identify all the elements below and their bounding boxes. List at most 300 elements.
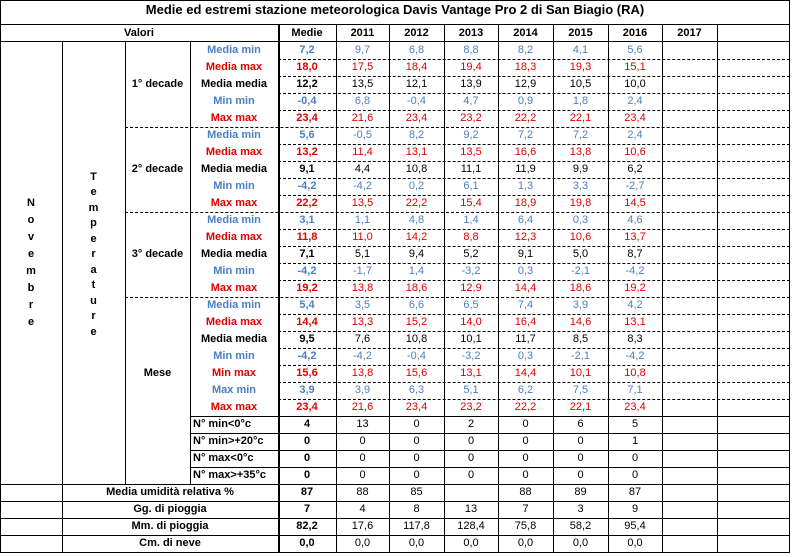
row-label: Max min (211, 384, 256, 396)
bottom-value: 0,0 (354, 537, 371, 549)
row-value: 4,6 (627, 214, 643, 226)
row-value: -0,4 (407, 95, 426, 107)
count-value (662, 433, 717, 450)
row-value: 8,3 (627, 333, 643, 345)
row-value (662, 93, 717, 110)
row-value: 6,8 (408, 44, 425, 56)
row-value: 22,2 (405, 197, 428, 209)
row-label: Media media (200, 248, 268, 260)
count-value: 0 (577, 435, 584, 447)
row-value: -0,5 (353, 129, 372, 141)
row-value: -4,2 (625, 265, 645, 277)
row-value: 23,4 (624, 401, 646, 413)
row-value (662, 382, 717, 399)
row-label: Min min (213, 180, 255, 192)
grid-hline (278, 246, 790, 247)
count-media: 4 (303, 418, 311, 430)
row-value (662, 127, 717, 144)
row-media: 12,2 (296, 78, 318, 90)
month-letter: e (27, 248, 35, 260)
month-letter: v (27, 231, 35, 243)
row-label: Min max (211, 367, 256, 379)
bottom-value (662, 535, 717, 552)
row-value: 10,1 (569, 367, 592, 379)
row-value: 8,2 (517, 44, 534, 56)
year-header: 2017 (677, 27, 702, 39)
row-media: 3,1 (299, 214, 315, 226)
row-value: 13,5 (351, 197, 374, 209)
row-value: -2,1 (571, 265, 590, 277)
grid-hline (278, 229, 790, 230)
row-value: 6,8 (354, 95, 371, 107)
grid-hline (278, 110, 790, 111)
count-value: 0 (577, 452, 584, 464)
bottom-value: 17,6 (351, 520, 374, 532)
grid-hline (278, 76, 790, 77)
grid-hline (278, 382, 790, 383)
row-value: 22,1 (569, 401, 592, 413)
grid-hline (190, 450, 790, 451)
row-value: 10,8 (624, 367, 646, 379)
row-value: 6,5 (463, 299, 479, 311)
row-value: 12,3 (514, 231, 537, 243)
grid-hline (278, 399, 790, 400)
row-value: 15,2 (405, 316, 428, 328)
grid-hline (0, 24, 790, 25)
grid-hline (0, 0, 790, 1)
grid-vline (498, 24, 499, 552)
row-value: 15,1 (624, 61, 646, 73)
month-letter: o (27, 214, 35, 226)
row-label: Media media (200, 78, 268, 90)
row-value: 7,1 (627, 384, 643, 396)
row-label: Min min (213, 265, 255, 277)
bottom-media: 0,0 (299, 537, 315, 549)
row-value: 9,7 (354, 44, 371, 56)
temperature-letter: a (90, 263, 97, 276)
bottom-value: 58,2 (569, 520, 592, 532)
count-value: 0 (631, 469, 639, 481)
count-value: 0 (359, 452, 366, 464)
row-value: -4,2 (353, 180, 372, 192)
temperature-label (62, 170, 125, 357)
grid-hline (278, 161, 790, 162)
row-value: 19,2 (624, 282, 646, 294)
row-value: 14,0 (460, 316, 482, 328)
row-value: 0,2 (408, 180, 425, 192)
row-value: 4,7 (463, 95, 479, 107)
grid-vline (62, 41, 63, 552)
year-header: 2013 (458, 27, 484, 39)
row-value: 0,3 (572, 214, 589, 226)
count-value: 0 (467, 435, 475, 447)
row-value: 4,4 (354, 163, 371, 175)
temperature-letter: t (91, 279, 96, 291)
row-value: 2,4 (627, 129, 643, 141)
row-value: 1,4 (408, 265, 425, 277)
bottom-value: 7 (522, 503, 529, 515)
grid-hline (278, 348, 790, 349)
row-value: 9,1 (517, 248, 534, 260)
count-value: 6 (577, 418, 584, 430)
row-media: 19,2 (296, 282, 318, 294)
row-value: -4,2 (625, 350, 645, 362)
header-valori: Valori (124, 27, 154, 39)
count-value: 0 (359, 435, 366, 447)
bottom-value: 88 (519, 486, 532, 498)
row-value: 6,2 (627, 163, 643, 175)
row-value: 18,3 (514, 61, 537, 73)
bottom-value (444, 484, 498, 501)
row-value: 13,8 (351, 282, 374, 294)
row-value (662, 246, 717, 263)
row-value: 22,2 (514, 401, 537, 413)
row-value: 10,8 (405, 333, 428, 345)
row-value: 12,1 (405, 78, 428, 90)
grid-vline (553, 24, 554, 552)
row-value: -0,4 (407, 350, 426, 362)
count-label: N° min>+20°c (193, 435, 264, 447)
row-value: 5,0 (572, 248, 589, 260)
row-label: Media max (205, 61, 263, 73)
grid-hline (0, 535, 790, 536)
grid-hline (278, 93, 790, 94)
row-value: 8,5 (572, 333, 589, 345)
row-value: -2,1 (571, 350, 590, 362)
row-value: 23,4 (624, 112, 646, 124)
month-letter: b (27, 282, 35, 294)
row-value: 9,9 (572, 163, 589, 175)
row-value: 12,9 (460, 282, 482, 294)
row-value: 10,5 (569, 78, 592, 90)
row-value: -2,7 (625, 180, 645, 192)
row-value: 16,6 (514, 146, 537, 158)
row-value: 12,9 (514, 78, 537, 90)
bottom-value: 3 (577, 503, 584, 515)
temperature-letter: T (90, 170, 97, 183)
grid-vline (125, 41, 126, 484)
row-media: 11,8 (296, 231, 318, 243)
row-media: -4,2 (297, 350, 317, 362)
header-medie: Medie (291, 27, 323, 39)
temperature-letter: p (90, 217, 97, 229)
row-value: 3,3 (572, 180, 589, 192)
row-media: 5,4 (299, 299, 315, 311)
temperature-letter: e (90, 232, 97, 245)
row-value: 10,8 (405, 163, 428, 175)
bottom-value: 0,0 (463, 537, 479, 549)
row-value: 13,8 (351, 367, 374, 379)
count-value: 0 (413, 418, 420, 430)
row-media: 23,4 (296, 401, 318, 413)
row-value: 3,9 (572, 299, 589, 311)
grid-hline (0, 552, 790, 553)
row-value: 1,4 (463, 214, 479, 226)
row-value: 7,5 (572, 384, 589, 396)
row-media: 23,4 (296, 112, 318, 124)
bottom-value: 88 (356, 486, 369, 498)
count-value: 5 (631, 418, 639, 430)
row-value: 13,5 (460, 146, 482, 158)
count-label: N° max>+35°c (193, 469, 267, 481)
grid-vline (444, 24, 445, 552)
bottom-value: 0,0 (517, 537, 534, 549)
bottom-media: 7 (303, 503, 311, 515)
row-value: 18,9 (514, 197, 537, 209)
row-media: 14,4 (296, 316, 318, 328)
row-media: 9,5 (299, 333, 315, 345)
bottom-value: 87 (628, 486, 642, 498)
row-media: -0,4 (297, 95, 317, 107)
row-value: 4,8 (408, 214, 425, 226)
row-value: 14,4 (514, 282, 537, 294)
grid-hline (278, 59, 790, 60)
row-value: 14,6 (569, 316, 592, 328)
row-value: 14,5 (624, 197, 646, 209)
count-label: N° max<0°c (193, 452, 254, 464)
row-value: 9,4 (408, 248, 425, 260)
row-value: 13,5 (351, 78, 374, 90)
count-value: 0 (413, 435, 420, 447)
row-value: 11,7 (515, 333, 536, 345)
row-value (662, 229, 717, 246)
count-value (662, 416, 717, 433)
row-media: 13,2 (296, 146, 318, 158)
row-value: 14,2 (405, 231, 428, 243)
count-media: 0 (303, 452, 311, 464)
row-value: 5,1 (354, 248, 371, 260)
bottom-value: 89 (574, 486, 587, 498)
grid-hline (0, 518, 790, 519)
year-header: 2011 (350, 27, 375, 39)
row-value: 22,2 (514, 112, 537, 124)
mese-label: Mese (143, 367, 172, 379)
bottom-value: 75,8 (514, 520, 537, 532)
month-letter: r (28, 299, 34, 311)
row-value (662, 144, 717, 161)
row-value (662, 212, 717, 229)
row-label: Media media (200, 163, 268, 175)
row-value: 7,2 (517, 129, 534, 141)
row-media: 5,6 (299, 129, 315, 141)
decade-label: 2° decade (131, 163, 184, 175)
row-label: Media min (207, 129, 261, 141)
count-value: 0 (467, 452, 475, 464)
row-value: 11,9 (515, 163, 536, 175)
row-value: 1,3 (517, 180, 534, 192)
grid-hline (0, 484, 790, 485)
bottom-media: 82,2 (296, 520, 318, 532)
row-media: 15,6 (296, 367, 318, 379)
grid-vline (0, 0, 1, 552)
row-value: 10,1 (460, 333, 482, 345)
count-value: 0 (413, 452, 420, 464)
count-value: 0 (359, 469, 366, 481)
row-value: 7,2 (572, 129, 589, 141)
row-value (662, 178, 717, 195)
row-value (662, 348, 717, 365)
row-value: 18,6 (569, 282, 592, 294)
year-header: 2015 (568, 27, 593, 39)
row-value: 13,9 (460, 78, 482, 90)
grid-hline (0, 501, 790, 502)
bottom-value: 0,0 (408, 537, 425, 549)
grid-hline (278, 195, 790, 196)
year-header: 2012 (404, 27, 429, 39)
row-value: 2,4 (627, 95, 643, 107)
temperature-letter: r (91, 310, 96, 322)
row-value: 16,4 (514, 316, 537, 328)
row-value: 7,4 (517, 299, 534, 311)
row-value: 8,8 (463, 44, 479, 56)
row-value: 11,1 (460, 163, 482, 175)
row-value: 8,2 (408, 129, 425, 141)
row-value: 3,5 (354, 299, 371, 311)
row-value: 1,8 (572, 95, 589, 107)
row-value: 11,0 (352, 231, 373, 243)
row-media: 18,0 (296, 61, 318, 73)
bottom-label: Cm. di neve (139, 537, 201, 549)
row-value: 13,1 (460, 367, 482, 379)
row-value: 17,5 (351, 61, 374, 73)
row-value: 4,2 (627, 299, 643, 311)
row-media: -4,2 (297, 265, 317, 277)
temperature-letter: e (90, 325, 97, 338)
row-value (662, 399, 717, 416)
bottom-value: 8 (413, 503, 420, 515)
row-value: 7,6 (354, 333, 371, 345)
bottom-value: 0,0 (572, 537, 589, 549)
count-value: 0 (522, 452, 529, 464)
temperature-letter: r (91, 248, 96, 260)
grid-hline (125, 297, 790, 298)
grid-hline (125, 212, 790, 213)
temperature-letter: m (88, 201, 99, 214)
grid-hline (190, 467, 790, 468)
bottom-value: 4 (359, 503, 366, 515)
row-value: 18,6 (405, 282, 428, 294)
row-value: -3,2 (461, 265, 481, 277)
row-value: 8,7 (627, 248, 643, 260)
decade-label: 3° decade (131, 248, 184, 260)
row-value: 13,1 (405, 146, 428, 158)
grid-hline (125, 127, 790, 128)
temperature-letter: e (90, 186, 97, 198)
count-value (662, 450, 717, 467)
count-value: 0 (413, 469, 420, 481)
bottom-value: 128,4 (457, 520, 485, 532)
count-value (662, 467, 717, 484)
count-value: 13 (356, 418, 369, 430)
grid-vline (608, 24, 609, 552)
row-label: Media max (205, 316, 263, 328)
row-label: Media min (207, 299, 261, 311)
count-value: 0 (631, 452, 639, 464)
year-header: 2014 (513, 27, 538, 39)
grid-vline (278, 24, 280, 552)
grid-vline (190, 41, 191, 484)
row-value: 13,8 (569, 146, 592, 158)
temperature-letter: u (90, 294, 97, 307)
count-value: 0 (522, 435, 529, 447)
row-value (662, 280, 717, 297)
row-value (662, 314, 717, 331)
count-value: 0 (467, 469, 475, 481)
row-value: 0,3 (517, 350, 534, 362)
row-label: Media max (205, 231, 263, 243)
row-value (662, 76, 717, 93)
row-label: Min min (213, 350, 255, 362)
grid-hline (278, 178, 790, 179)
row-value: 6,2 (517, 384, 534, 396)
row-value: -3,2 (461, 350, 481, 362)
row-value: 23,4 (405, 112, 428, 124)
bottom-label: Mm. di pioggia (131, 520, 209, 532)
count-media: 0 (303, 469, 311, 481)
row-media: 7,1 (299, 248, 315, 260)
row-value: 21,6 (351, 112, 374, 124)
row-value: 21,6 (351, 401, 374, 413)
row-value: 10,6 (569, 231, 592, 243)
bottom-label: Gg. di pioggia (133, 503, 207, 515)
row-value: 5,2 (463, 248, 479, 260)
bottom-media: 87 (300, 486, 314, 498)
row-media: 9,1 (299, 163, 315, 175)
row-value: 4,1 (572, 44, 589, 56)
month-letter: N (27, 197, 35, 209)
row-value: 0,9 (517, 95, 534, 107)
grid-hline (278, 331, 790, 332)
grid-hline (278, 280, 790, 281)
grid-vline (717, 24, 718, 552)
row-value: 3,9 (354, 384, 371, 396)
row-value: 11,4 (352, 146, 373, 158)
grid-hline (190, 416, 790, 417)
count-value: 2 (467, 418, 475, 430)
row-value: 6,6 (408, 299, 425, 311)
bottom-value: 117,8 (403, 520, 430, 532)
row-value: 10,0 (624, 78, 646, 90)
grid-vline (336, 24, 337, 552)
bottom-value (662, 484, 717, 501)
grid-hline (278, 314, 790, 315)
row-media: 22,2 (296, 197, 318, 209)
bottom-value: 13 (464, 503, 478, 515)
count-label: N° min<0°c (193, 418, 252, 430)
sheet-title: Medie ed estremi stazione meteorologica Davis Vantage Pro 2 di San Biagio (RA) (145, 2, 645, 17)
row-value: 15,4 (460, 197, 482, 209)
row-value: 18,4 (405, 61, 428, 73)
row-value: 6,1 (463, 180, 479, 192)
bottom-value (662, 518, 717, 535)
row-value: 6,3 (408, 384, 425, 396)
row-label: Media min (207, 44, 261, 56)
row-media: 3,9 (299, 384, 315, 396)
bottom-value: 95,4 (624, 520, 646, 532)
row-value: 23,2 (460, 401, 482, 413)
row-value: 10,6 (624, 146, 646, 158)
month-letter: m (26, 265, 36, 277)
bottom-value: 85 (410, 486, 423, 498)
row-value: 23,4 (405, 401, 428, 413)
row-value (662, 297, 717, 314)
row-label: Max max (210, 112, 258, 124)
grid-hline (278, 263, 790, 264)
row-value: 14,4 (514, 367, 537, 379)
row-value (662, 365, 717, 382)
year-header: 2016 (622, 27, 648, 39)
row-value: 13,7 (624, 231, 646, 243)
